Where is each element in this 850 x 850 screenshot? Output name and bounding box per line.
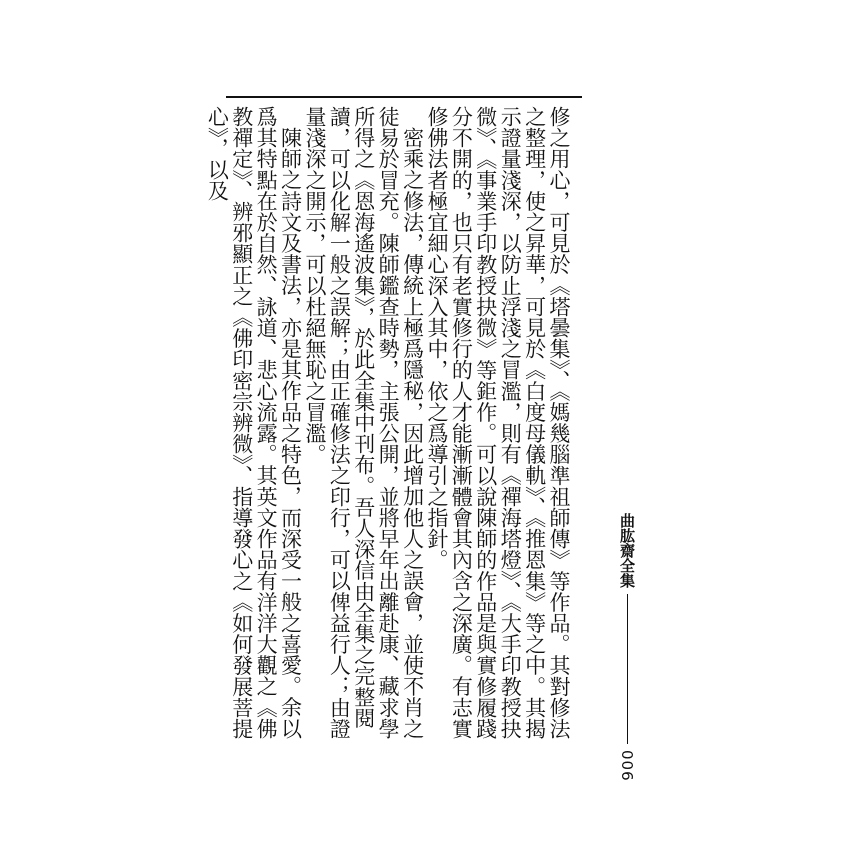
top-rule	[226, 96, 582, 98]
paragraph-3: 陳師之詩文及書法，亦是其作品之特色，而深受一般之喜愛。余以爲其特點在於自然、詠道、悲心流露。其英文作品有洋洋大觀之《佛教禪定》、辨邪顯正之《佛印密宗辨微》、指導發心之《如何發展菩提心》，以及	[205, 106, 303, 740]
page-number: 006	[618, 750, 636, 782]
paragraph-1: 修之用心，可見於《塔曇集》、《媽幾腦準祖師傳》等作品。其對修法之整理，使之昇華，可見於《白度母儀軌》、《推恩集》等之中。其揭示證量淺深，以防止浮淺之冒濫，則有《禪海塔燈》、《大手印教授抉微》、《事業手印教授抉微》等鉅作。可以說陳師的作品是與實修履踐分不開的，也只有老實修行的人才能漸漸體會其內含之深廣。有志實修佛法者極宜細心深入其中，依之爲導引之指針。	[424, 106, 571, 740]
body-text	[205, 106, 571, 756]
running-head-rule	[627, 594, 628, 744]
running-head	[617, 513, 637, 793]
book-title: 曲肱齋全集	[618, 513, 636, 588]
paragraph-2: 密乘之修法，傳統上極爲隱秘，因此增加他人之誤會，並使不肖之徒易於冒充。陳師鑑查時勢，主張公開，並將早年出離赴康、藏求學所得之《恩海遙波集》，於此全集中刊布。吾人深信由全集之完整閱讀，可以化解一般之誤解；由正確修法之印行，可以俾益行人；由證量淺深之開示，可以杜絕無恥之冒濫。	[302, 106, 425, 739]
